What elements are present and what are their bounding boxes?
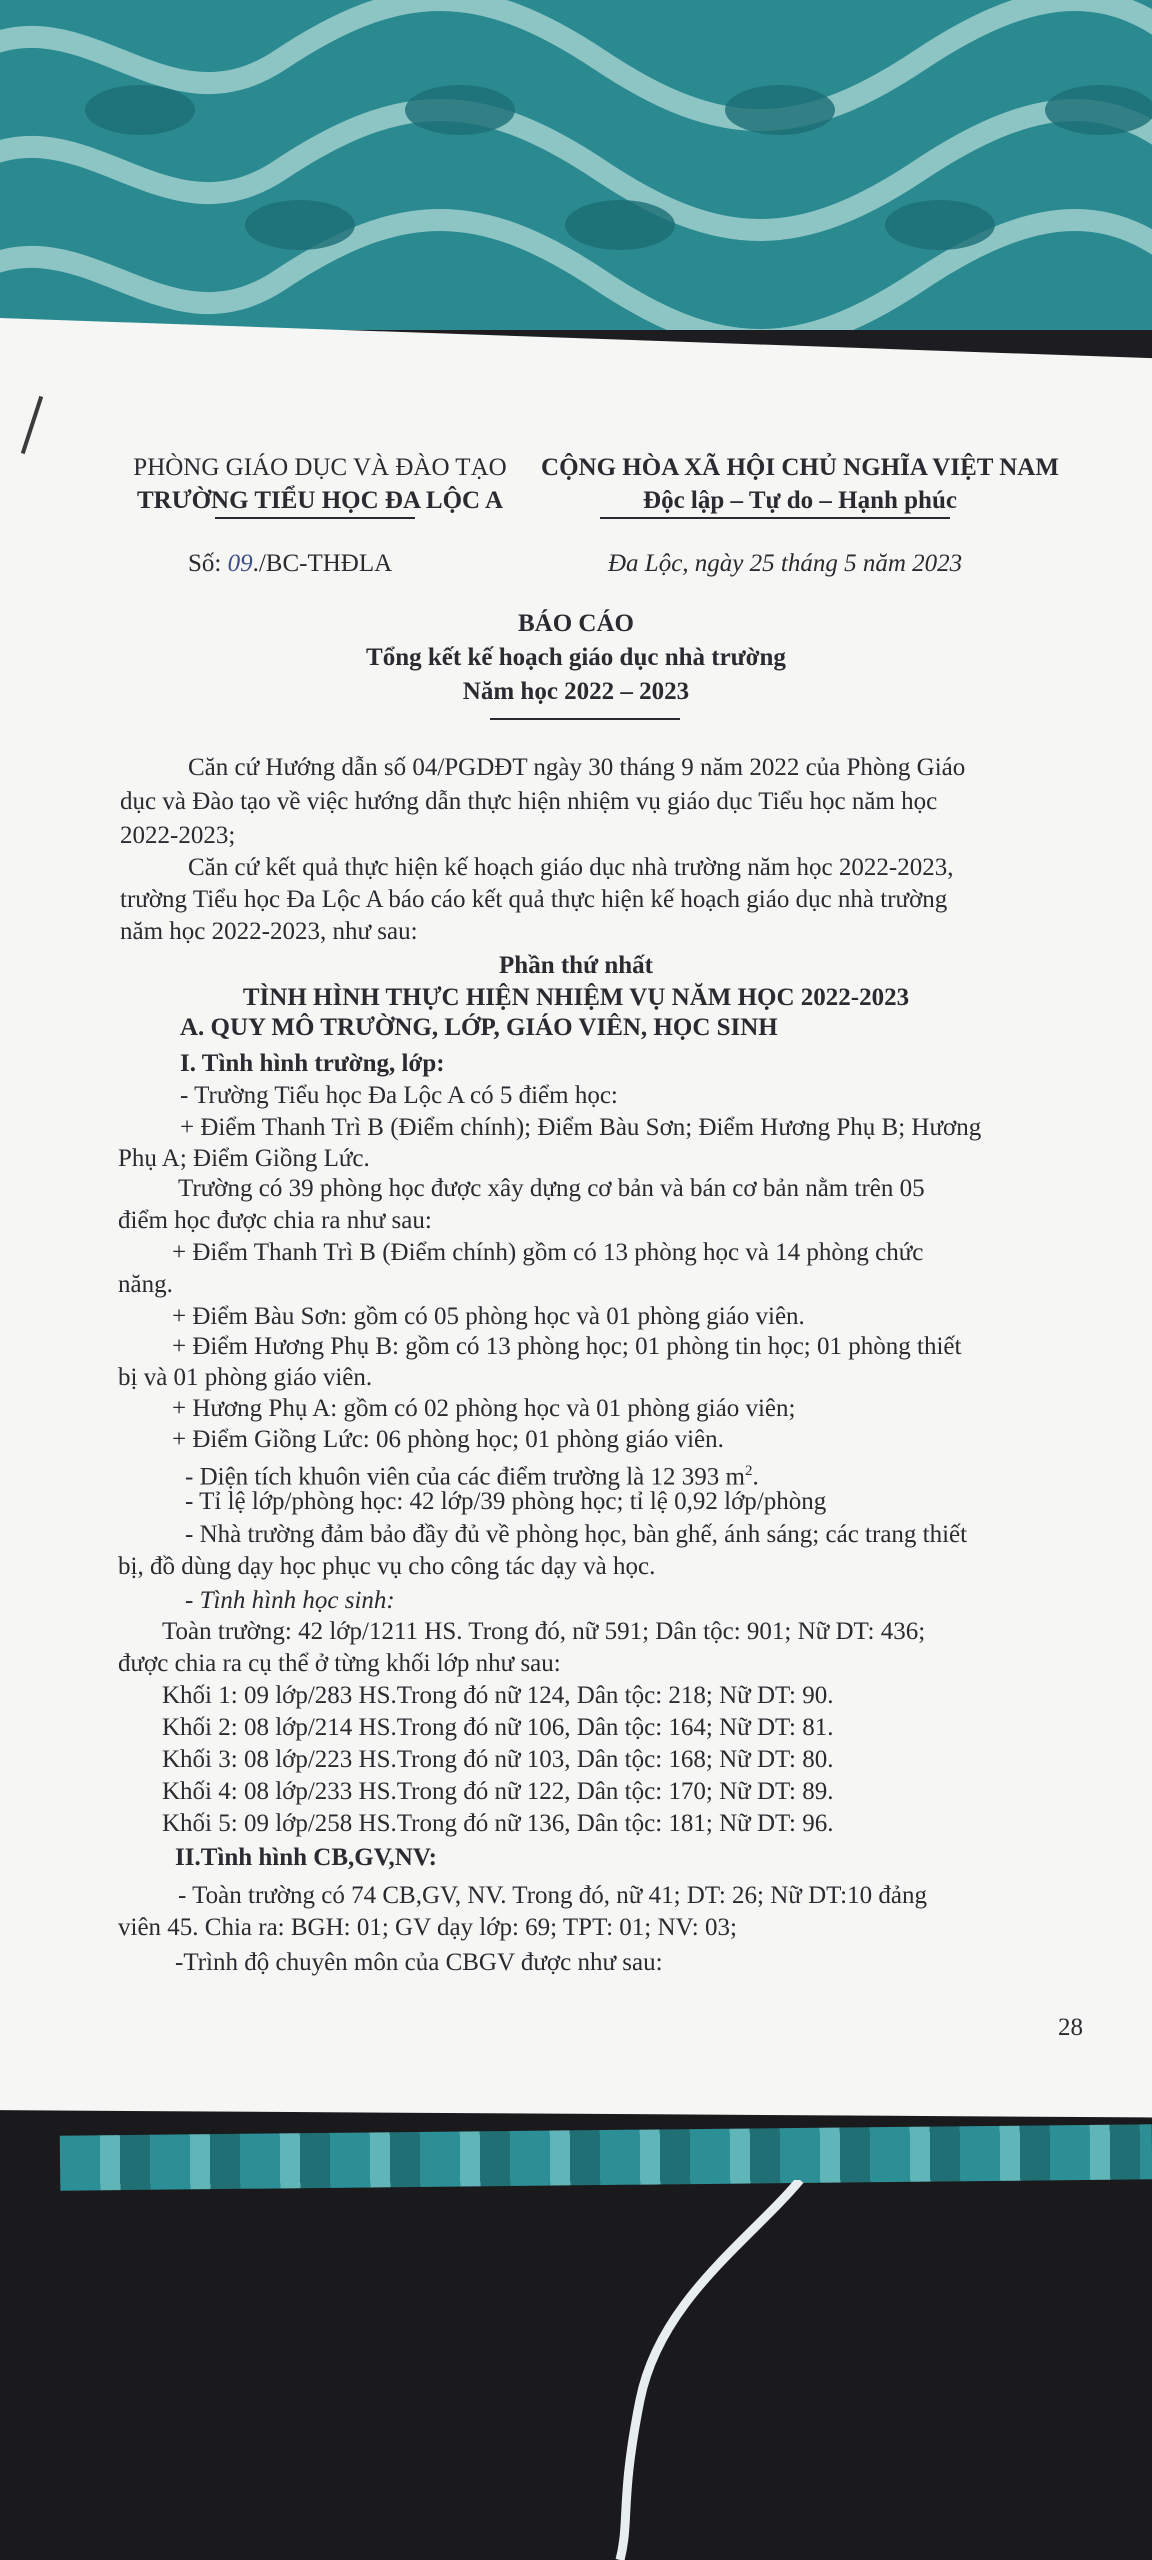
intro-line: Căn cứ Hướng dẫn số 04/PGDĐT ngày 30 tháng 9 năm 2022 của Phòng Giáo bbox=[188, 754, 966, 781]
number-handwritten: 09 bbox=[227, 550, 253, 577]
report-title: BÁO CÁO bbox=[518, 610, 634, 637]
students-line: Toàn trường: 42 lớp/1211 HS. Trong đó, nữ 591; Dân tộc: 901; Nữ DT: 436; bbox=[162, 1618, 926, 1645]
section-1-line: + Điểm Giồng Lức: 06 phòng học; 01 phòng giáo viên. bbox=[172, 1426, 724, 1453]
document-date: Đa Lộc, ngày 25 tháng 5 năm 2023 bbox=[608, 550, 963, 577]
header-country: CỘNG HÒA XÃ HỘI CHỦ NGHĨA VIỆT NAM bbox=[541, 454, 1059, 481]
grade-row: Khối 4: 08 lớp/233 HS.Trong đó nữ 122, Dân tộc: 170; Nữ DT: 89. bbox=[162, 1778, 834, 1805]
students-line: được chia ra cụ thể ở từng khối lớp như sau: bbox=[118, 1650, 561, 1677]
section-1-area-line: - Diện tích khuôn viên của các điểm trường là 12 393 $m^2$. bbox=[185, 1463, 759, 1491]
grade-row: Khối 3: 08 lớp/223 HS.Trong đó nữ 103, Dân tộc: 168; Nữ DT: 80. bbox=[162, 1746, 834, 1773]
section-1-line: điểm học được chia ra như sau: bbox=[118, 1207, 432, 1234]
area-superscript: 2 bbox=[744, 1463, 753, 1479]
students-heading: - Tình hình học sinh: bbox=[185, 1587, 395, 1614]
section-1-line: năng. bbox=[118, 1271, 173, 1298]
part-heading: Phần thứ nhất bbox=[499, 952, 653, 979]
section-1-line: Trường có 39 phòng học được xây dựng cơ bản và bán cơ bản nằm trên 05 bbox=[178, 1175, 925, 1202]
section-1-line: - Nhà trường đảm bảo đầy đủ về phòng học, bàn ghế, ánh sáng; các trang thiết bbox=[185, 1521, 968, 1548]
area-text: - Diện tích khuôn viên của các điểm trường là 12 393 m bbox=[185, 1463, 745, 1491]
header-school: TRƯỜNG TIỂU HỌC ĐA LỘC A bbox=[136, 487, 504, 514]
document-number bbox=[188, 548, 392, 580]
report-year: Năm học 2022 – 2023 bbox=[462, 678, 690, 705]
intro-line: năm học 2022-2023, như sau: bbox=[120, 918, 418, 945]
intro-line: 2022-2023; bbox=[120, 822, 236, 849]
header-motto: Độc lập – Tự do – Hạnh phúc bbox=[643, 487, 957, 514]
section-1-line: - Tỉ lệ lớp/phòng học: 42 lớp/39 phòng học; tỉ lệ 0,92 lớp/phòng bbox=[185, 1488, 827, 1515]
section-2-line: -Trình độ chuyên môn của CBGV được như sau: bbox=[175, 1949, 663, 1976]
section-1-line: + Điểm Bàu Sơn: gồm có 05 phòng học và 01 phòng giáo viên. bbox=[172, 1303, 805, 1330]
intro-line: dục và Đào tạo về việc hướng dẫn thực hiện nhiệm vụ giáo dục Tiểu học năm học bbox=[120, 788, 938, 815]
section-1-line: - Trường Tiểu học Đa Lộc A có 5 điểm học: bbox=[180, 1082, 618, 1109]
section-2-line: viên 45. Chia ra: BGH: 01; GV dạy lớp: 69; TPT: 01; NV: 03; bbox=[118, 1914, 737, 1941]
header-left-rule bbox=[215, 517, 415, 519]
page-number: 28 bbox=[1058, 2014, 1083, 2041]
number-prefix: Số: bbox=[188, 550, 228, 577]
title-rule bbox=[490, 718, 680, 720]
intro-line: trường Tiểu học Đa Lộc A báo cáo kết quả thực hiện kế hoạch giáo dục nhà trường bbox=[120, 886, 948, 913]
section-1-line: + Điểm Thanh Trì B (Điểm chính) gồm có 13 phòng học và 14 phòng chức bbox=[172, 1239, 924, 1266]
grade-row: Khối 5: 09 lớp/258 HS.Trong đó nữ 136, Dân tộc: 181; Nữ DT: 96. bbox=[162, 1810, 834, 1837]
header-right-rule bbox=[600, 517, 950, 519]
report-subtitle: Tổng kết kế hoạch giáo dục nhà trường bbox=[366, 644, 786, 671]
section-1-line: + Điểm Thanh Trì B (Điểm chính); Điểm Bàu Sơn; Điểm Hương Phụ B; Hương bbox=[180, 1114, 982, 1141]
section-1-line: + Điểm Hương Phụ B: gồm có 13 phòng học; 01 phòng tin học; 01 phòng thiết bbox=[172, 1333, 962, 1360]
section-1-line: bị, đồ dùng dạy học phục vụ cho công tác dạy và học. bbox=[118, 1553, 656, 1580]
header-department: PHÒNG GIÁO DỤC VÀ ĐÀO TẠO bbox=[133, 454, 507, 481]
grade-row: Khối 1: 09 lớp/283 HS.Trong đó nữ 124, Dân tộc: 218; Nữ DT: 90. bbox=[162, 1682, 834, 1709]
section-1-line: bị và 01 phòng giáo viên. bbox=[118, 1364, 373, 1391]
section-2-heading: II.Tình hình CB,GV,NV: bbox=[175, 1844, 437, 1871]
intro-line: Căn cứ kết quả thực hiện kế hoạch giáo dục nhà trường năm học 2022-2023, bbox=[188, 854, 954, 881]
number-suffix: ./BC-THĐLA bbox=[252, 550, 393, 577]
section-1-line: + Hương Phụ A: gồm có 02 phòng học và 01 phòng giáo viên; bbox=[172, 1395, 796, 1422]
pen-mark bbox=[21, 396, 43, 454]
section-1-heading: I. Tình hình trường, lớp: bbox=[180, 1050, 445, 1077]
section-2-line: - Toàn trường có 74 CB,GV, NV. Trong đó, nữ 41; DT: 26; Nữ DT:10 đảng bbox=[178, 1882, 927, 1909]
grade-row: Khối 2: 08 lớp/214 HS.Trong đó nữ 106, Dân tộc: 164; Nữ DT: 81. bbox=[162, 1714, 834, 1741]
part-subheading: TÌNH HÌNH THỰC HIỆN NHIỆM VỤ NĂM HỌC 2022-2023 bbox=[242, 984, 910, 1011]
section-a-heading: A. QUY MÔ TRƯỜNG, LỚP, GIÁO VIÊN, HỌC SINH bbox=[180, 1014, 778, 1041]
section-1-line: Phụ A; Điểm Giồng Lức. bbox=[118, 1145, 370, 1172]
